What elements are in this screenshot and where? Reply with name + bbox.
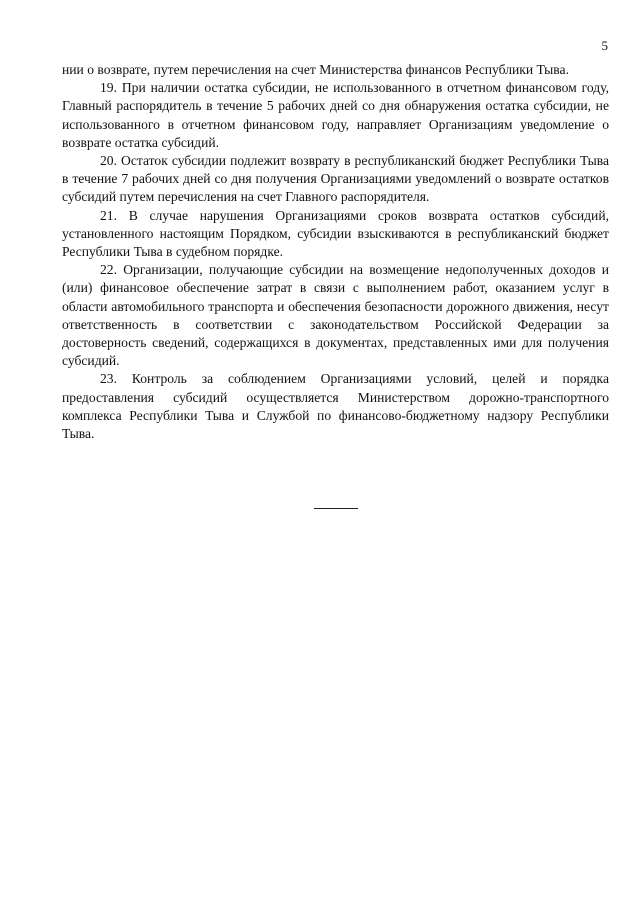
paragraph-22: 22. Организации, получающие субсидии на возмещение недополученных доходов и (или) финансовое обеспечение затрат в связи с выполнением работ, оказанием услуг в области автомобильного транспорта и обеспечения безопасности дорожного движения, несут ответственность в соответствии с законодательством Российской Федерации за достоверность сведений, содержащихся в документах, представленных ими для получения субсидий.	[62, 262, 609, 369]
paragraph-21: 21. В случае нарушения Организациями сроков возврата остатков субсидий, установленного настоящим Порядком, субсидии взыскиваются в республиканский бюджет Республики Тыва в судебном порядке.	[62, 207, 609, 260]
page-number: 5	[601, 38, 608, 53]
paragraph-20: 20. Остаток субсидии подлежит возврату в республиканский бюджет Республики Тыва в течение 7 рабочих дней со дня получения Организациями уведомлений о возврате остатков субсидий путем перечисления на счет Главного распорядителя.	[62, 153, 609, 205]
paragraph-19: 19. При наличии остатка субсидии, не использованного в отчетном финансовом году, Главный распорядитель в течение 5 рабочих дней со дня обнаружения остатка субсидии, не использованного в отчетном финансовом году, направляет Организациям уведомление о возврате остатка субсидий.	[62, 80, 609, 150]
paragraph-continuation: нии о возврате, путем перечисления на счет Министерства финансов Республики Тыва.	[62, 62, 569, 77]
paragraph-23: 23. Контроль за соблюдением Организациями условий, целей и порядка предоставления субсидий осуществляется Министерством дорожно-транспортного комплекса Республики Тыва и Службой по финансово-бюджетному надзору Республики Тыва.	[62, 371, 609, 442]
end-separator-line	[314, 508, 358, 509]
document-body	[62, 61, 609, 443]
